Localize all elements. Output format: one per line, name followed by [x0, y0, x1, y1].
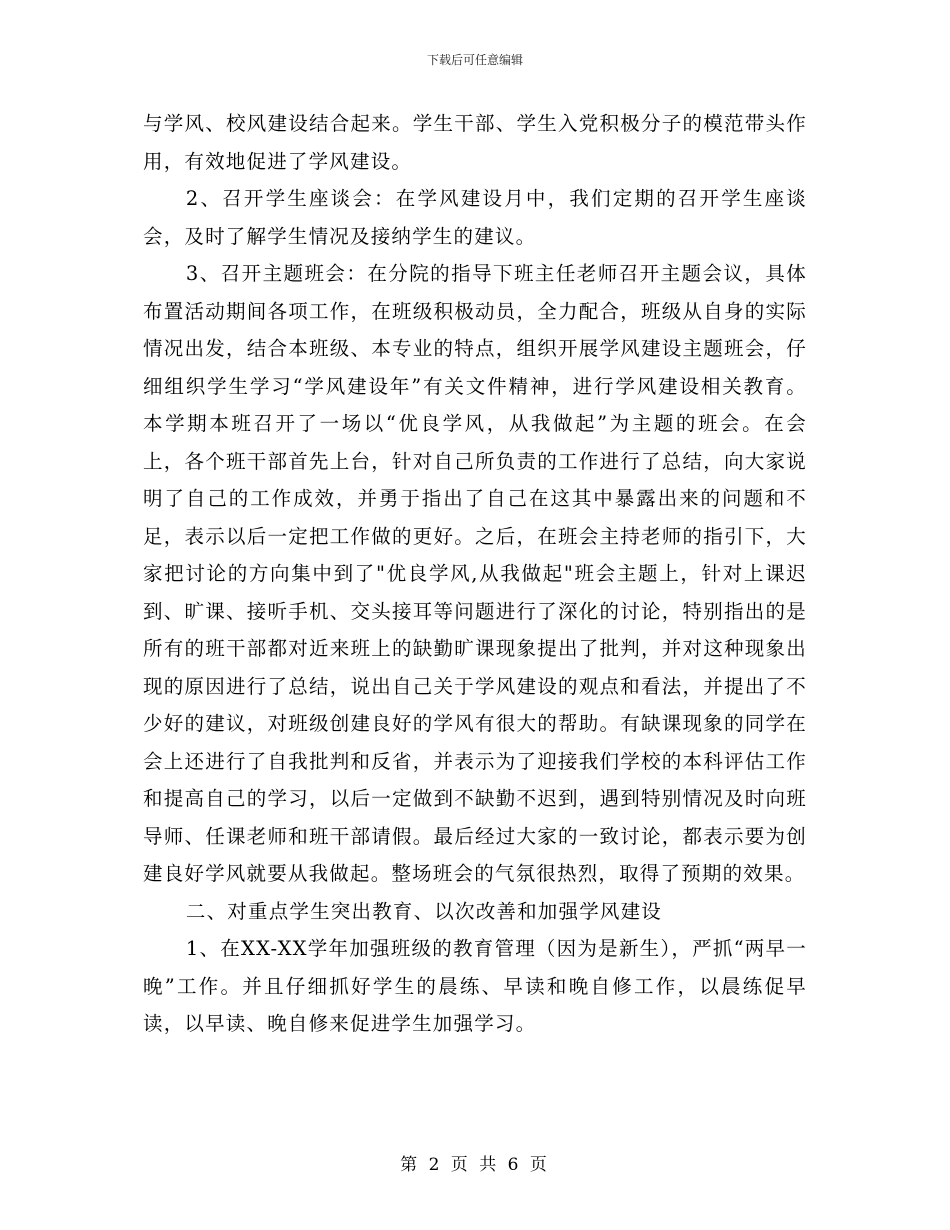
paragraph-1: 与学风、校风建设结合起来。学生干部、学生入党积极分子的模范带头作用，有效地促进了学风建设。 — [143, 112, 807, 173]
paragraph-2: 2、召开学生座谈会：在学风建设月中，我们定期的召开学生座谈会，及时了解学生情况及接纳学生的建议。 — [143, 187, 807, 248]
section-heading: 二、对重点学生突出教育、以次改善和加强学风建设 — [185, 899, 662, 923]
page-footer: 第 2 页 共 6 页 — [400, 1155, 550, 1175]
paragraph-3: 3、召开主题班会：在分院的指导下班主任老师召开主题会议，具体布置活动期间各项工作，在班级积极动员，全力配合，班级从自身的实际情况出发，结合本班级、本专业的特点，组织开展学风建设主题班会，仔细组织学生学习“学风建设年”有关文件精神，进行学风建设相关教育。本学期本班召开了一场以“优良学风，从我做起”为主题的班会。在会上，各个班干部首先上台，针对自己所负责的工作进行了总结，向大家说明了自己的工作成效，并勇于指出了自己在这其中暴露出来的问题和不足，表示以后一定把工作做的更好。之后，在班会主持老师的指引下，大家把讨论的方向集中到了"优良学风,从我做起"班会主题上，针对上课迟到、旷课、接听手机、交头接耳等问题进行了深化的讨论，特别指出的是所有的班干部都对近来班上的缺勤旷课现象提出了批判，并对这种现象出现的原因进行了总结，说出自己关于学风建设的观点和看法，并提出了不少好的建议，对班级创建良好的学风有很大的帮助。有缺课现象的同学在会上还进行了自我批判和反省，并表示为了迎接我们学校的本科评估工作和提高自己的学习，以后一定做到不缺勤不迟到，遇到特别情况及时向班导师、任课老师和班干部请假。最后经过大家的一致讨论，都表示要为创建良好学风就要从我做起。整场班会的气氛很热烈，取得了预期的效果。 — [143, 262, 807, 885]
page-header: 下载后可任意编辑 — [426, 53, 523, 67]
paragraph-5: 1、在XX-XX学年加强班级的教育管理（因为是新生），严抓“两早一晚”工作。并且仔细抓好学生的晨练、早读和晚自修工作，以晨练促早读，以早读、晚自修来促进学生加强学习。 — [143, 937, 807, 1035]
document-body — [143, 105, 807, 1043]
